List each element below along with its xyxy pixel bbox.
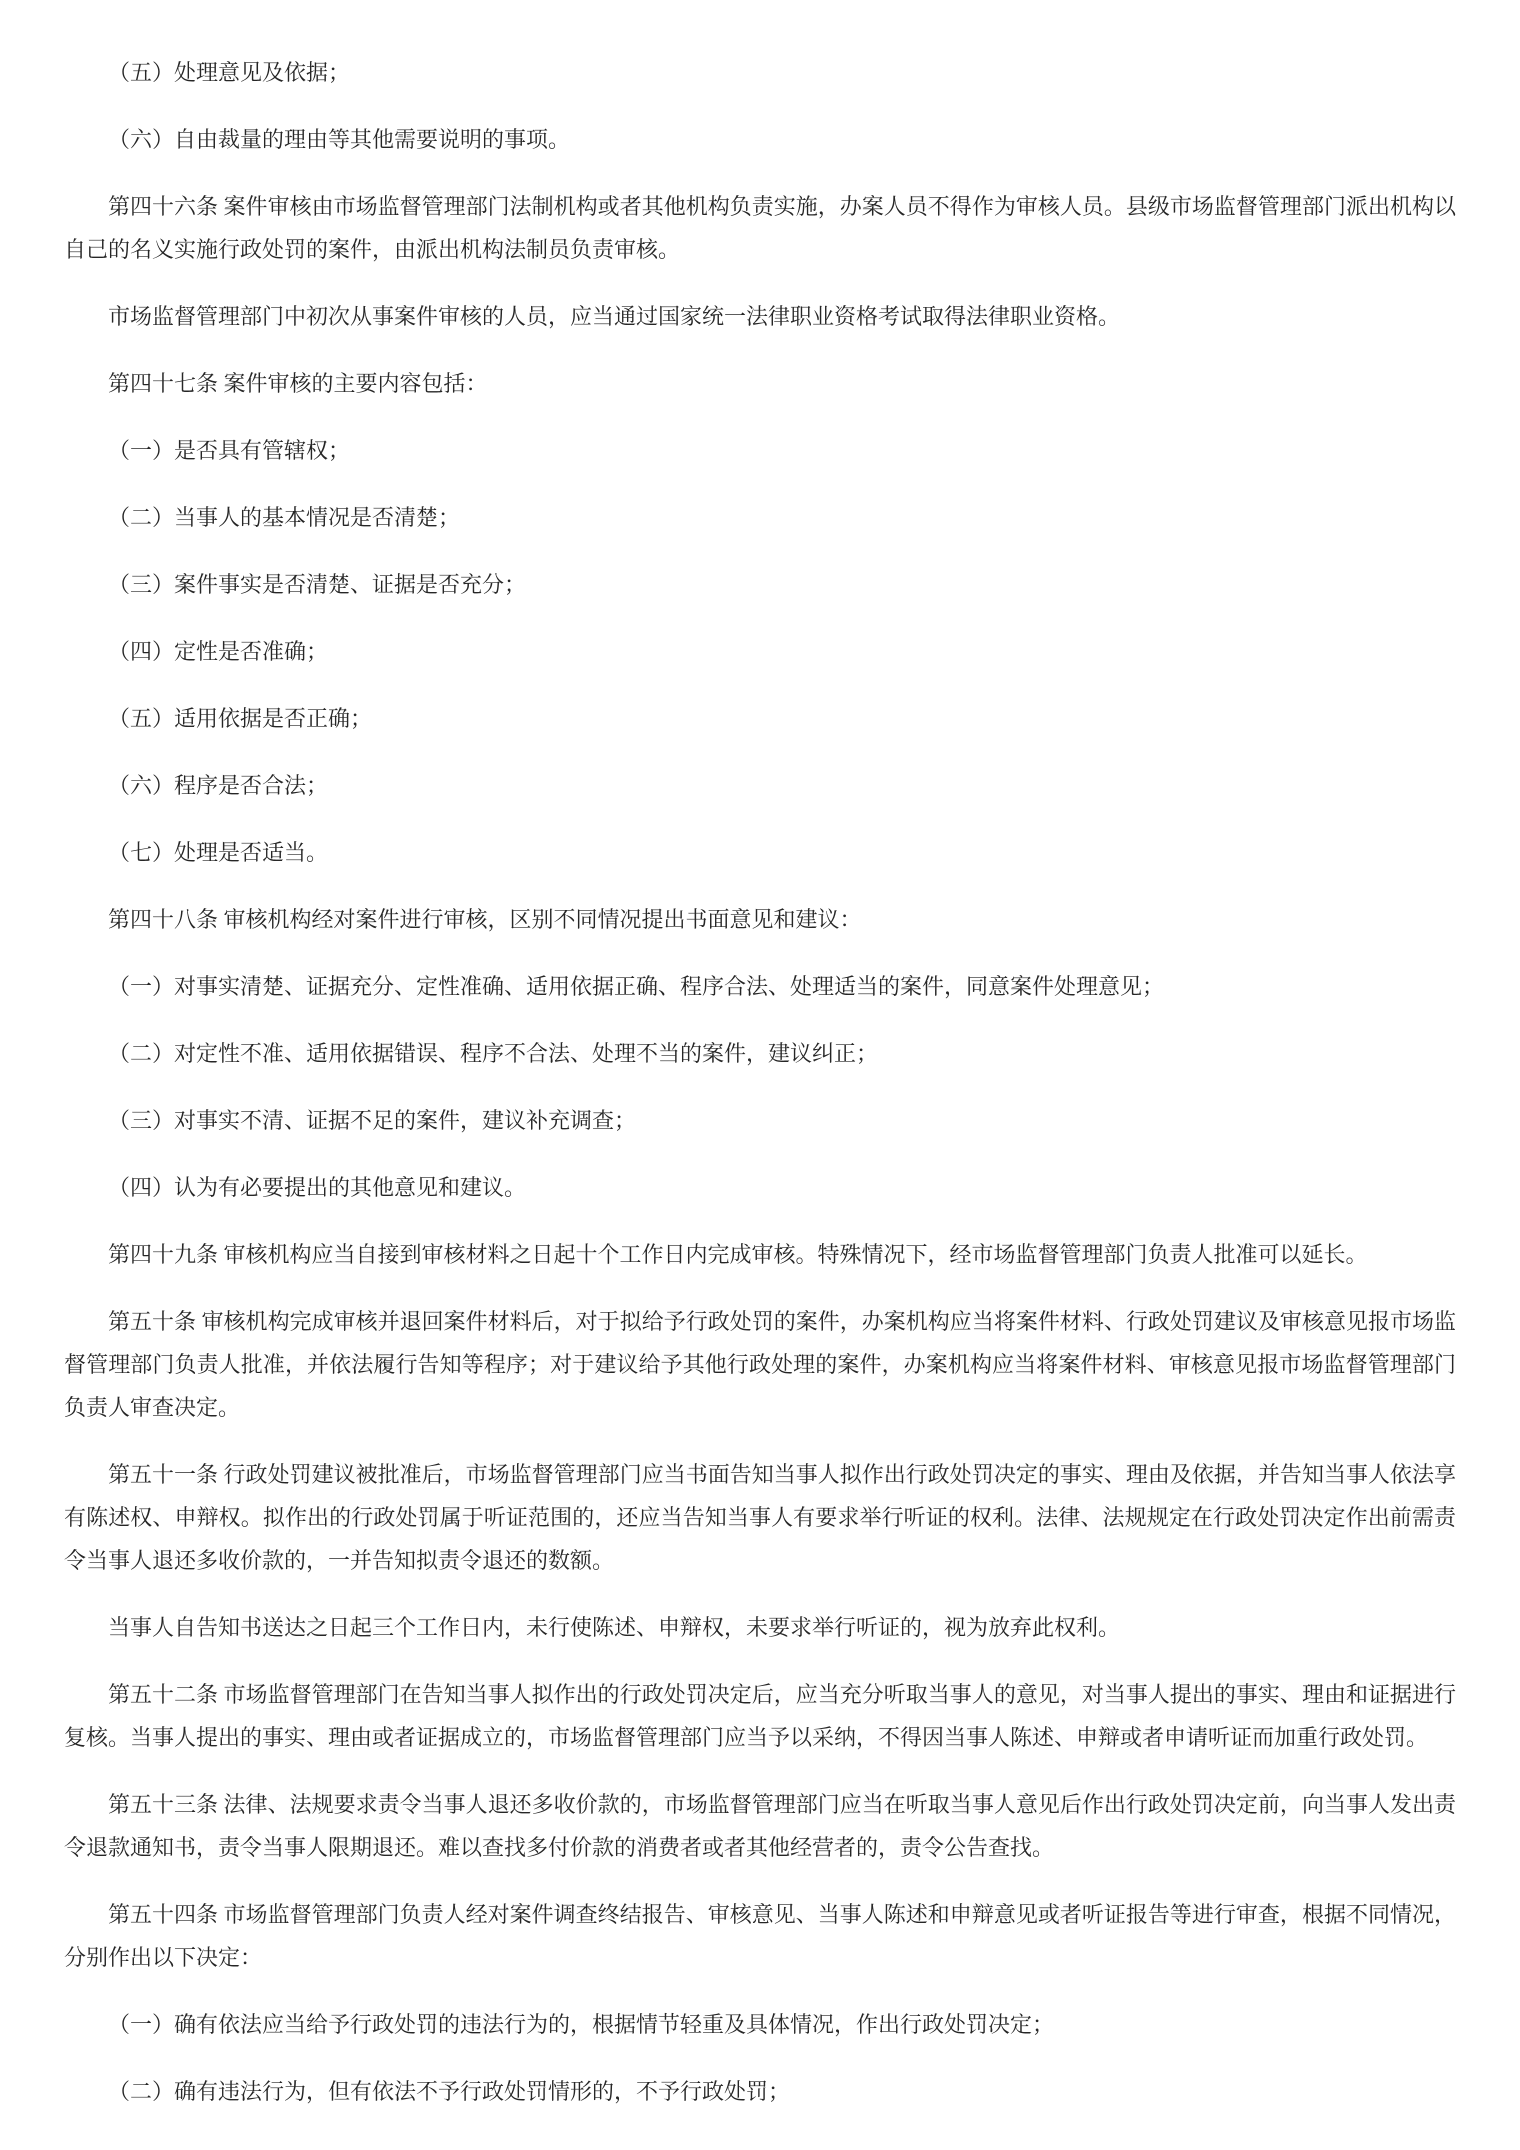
paragraph: （五）适用依据是否正确； (108, 706, 373, 731)
paragraph: （七）处理是否适当。 (108, 840, 329, 865)
paragraph: （一）对事实清楚、证据充分、定性准确、适用依据正确、程序合法、处理适当的案件，同意案件处理意见； (108, 974, 1165, 999)
paragraph: （三）案件事实是否清楚、证据是否充分； (108, 572, 527, 597)
paragraph: （二）当事人的基本情况是否清楚； (108, 505, 461, 530)
paragraph: 市场监督管理部门中初次从事案件审核的人员，应当通过国家统一法律职业资格考试取得法律职业资格。 (108, 304, 1121, 329)
paragraph: （四）认为有必要提出的其他意见和建议。 (108, 1175, 527, 1200)
paragraph: 第四十九条 审核机构应当自接到审核材料之日起十个工作日内完成审核。特殊情况下，经市场监督管理部门负责人批准可以延长。 (108, 1242, 1368, 1267)
paragraph: 当事人自告知书送达之日起三个工作日内，未行使陈述、申辩权，未要求举行听证的，视为放弃此权利。 (108, 1615, 1121, 1640)
paragraph: 第五十三条 法律、法规要求责令当事人退还多收价款的，市场监督管理部门应当在听取当事人意见后作出行政处罚决定前，向当事人发出责令退款通知书，责令当事人限期退还。难以查找多付价款的消费者或者其他经营者的，责令公告查找。 (64, 1792, 1456, 1860)
paragraph: （三）对事实不清、证据不足的案件，建议补充调查； (108, 1108, 637, 1133)
paragraph: 第五十四条 市场监督管理部门负责人经对案件调查终结报告、审核意见、当事人陈述和申辩意见或者听证报告等进行审查，根据不同情况，分别作出以下决定： (64, 1902, 1456, 1970)
paragraph: 第五十一条 行政处罚建议被批准后，市场监督管理部门应当书面告知当事人拟作出行政处罚决定的事实、理由及依据，并告知当事人依法享有陈述权、申辩权。拟作出的行政处罚属于听证范围的，还应当告知当事人有要求举行听证的权利。法律、法规规定在行政处罚决定作出前需责令当事人退还多收价款的，一并告知拟责令退还的数额。 (64, 1462, 1456, 1573)
paragraph: （六）自由裁量的理由等其他需要说明的事项。 (108, 127, 571, 152)
paragraph: 第五十二条 市场监督管理部门在告知当事人拟作出的行政处罚决定后，应当充分听取当事人的意见，对当事人提出的事实、理由和证据进行复核。当事人提出的事实、理由或者证据成立的，市场监督管理部门应当予以采纳，不得因当事人陈述、申辩或者申请听证而加重行政处罚。 (64, 1682, 1456, 1750)
paragraph: （一）是否具有管辖权； (108, 438, 351, 463)
paragraph: （二）确有违法行为，但有依法不予行政处罚情形的，不予行政处罚； (108, 2079, 791, 2104)
paragraph: 第四十八条 审核机构经对案件进行审核，区别不同情况提出书面意见和建议： (108, 907, 862, 932)
paragraph: （四）定性是否准确； (108, 639, 329, 664)
paragraph: 第五十条 审核机构完成审核并退回案件材料后，对于拟给予行政处罚的案件，办案机构应当将案件材料、行政处罚建议及审核意见报市场监督管理部门负责人批准，并依法履行告知等程序；对于建议给予其他行政处理的案件，办案机构应当将案件材料、审核意见报市场监督管理部门负责人审查决定。 (64, 1309, 1456, 1420)
paragraph: （一）确有依法应当给予行政处罚的违法行为的，根据情节轻重及具体情况，作出行政处罚决定； (108, 2012, 1055, 2037)
paragraph: 第四十七条 案件审核的主要内容包括： (108, 371, 488, 396)
paragraph: （五）处理意见及依据； (108, 60, 351, 85)
paragraph: 第四十六条 案件审核由市场监督管理部门法制机构或者其他机构负责实施，办案人员不得作为审核人员。县级市场监督管理部门派出机构以自己的名义实施行政处罚的案件，由派出机构法制员负责审核。 (64, 194, 1456, 262)
paragraph: （二）对定性不准、适用依据错误、程序不合法、处理不当的案件，建议纠正； (108, 1041, 879, 1066)
paragraph: （六）程序是否合法； (108, 773, 329, 798)
